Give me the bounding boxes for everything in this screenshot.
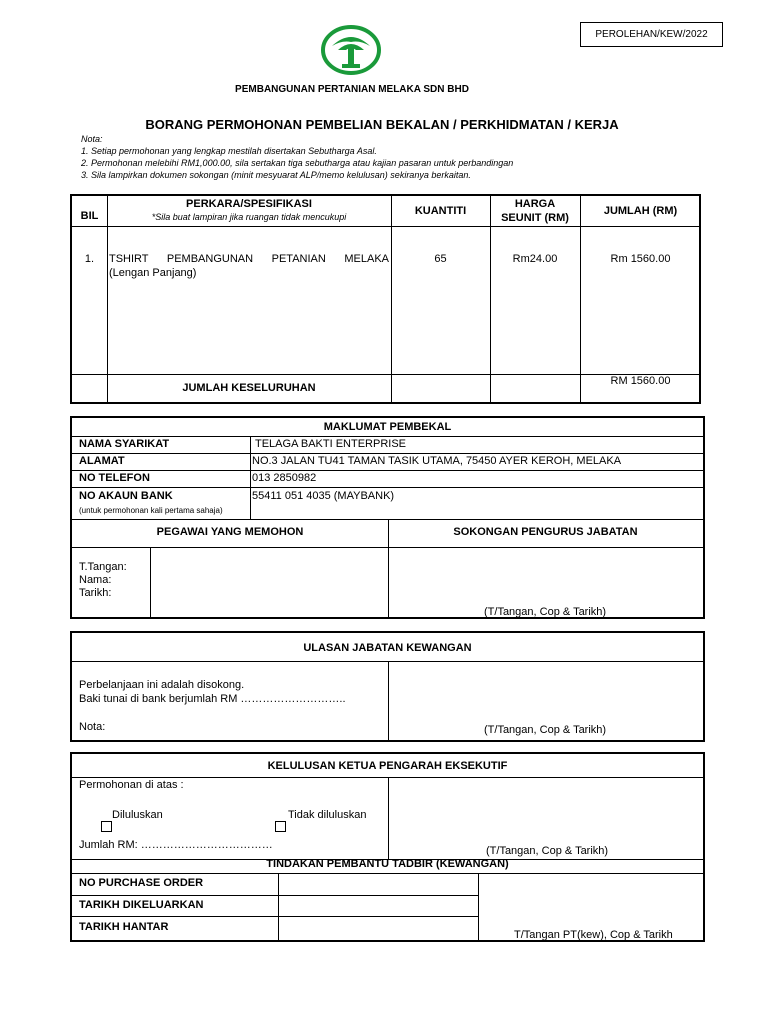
applicant-name-label: Nama: [79,574,112,586]
form-code-box [580,22,723,47]
notes [81,133,513,181]
finance-line-1: Perbelanjaan ini adalah disokong. [79,679,245,691]
supplier-name-label: NAMA SYARIKAT [79,438,170,450]
note-item: 1. Setiap permohonan yang lengkap mestilah disertakan Sebutharga Asal. [81,146,377,156]
approval-amount: Jumlah RM: ……………………………… [79,839,273,851]
supplier-address-label: ALAMAT [79,455,125,467]
row-perkara-sub: (Lengan Panjang) [109,267,197,279]
manager-sign-caption: (T/Tangan, Cop & Tarikh) [484,606,607,618]
total-value: RM 1560.00 [610,375,671,387]
approved-checkbox[interactable] [101,821,112,832]
row-perkara: TSHIRT PEMBANGUNAN PETANIAN MELAKA [109,253,389,265]
approval-title: KELULUSAN KETUA PENGARAH EKSEKUTIF [267,760,508,772]
approval-intro: Permohonan di atas : [79,779,184,791]
applicant-sign-label: T.Tangan: [79,561,127,573]
row-bil: 1. [84,253,95,265]
supplier-bank-note: (untuk permohonan kali pertama sahaja) [79,506,223,515]
supplier-section [70,416,705,619]
supplier-bank-label: NO AKAUN BANK [79,490,173,502]
header-perkara-note: *Sila buat lampiran jika ruangan tidak mencukupi [151,212,347,222]
supplier-title: MAKLUMAT PEMBEKAL [323,421,452,433]
applicant-title: PEGAWAI YANG MEMOHON [156,526,304,538]
finance-note: Nota: [79,721,106,733]
row-kuantiti: 65 [434,253,447,265]
company-logo-icon [320,24,382,76]
manager-support-title: SOKONGAN PENGURUS JABATAN [453,526,638,538]
note-item: 2. Permohonan melebihi RM1,000.00, sila sertakan tiga sebutharga atau kajian pasaran untuk perbandingan [81,158,514,168]
approval-sign-caption: (T/Tangan, Cop & Tarikh) [486,845,609,857]
finance-title: ULASAN JABATAN KEWANGAN [303,642,472,654]
header-harga-seunit: SEUNIT (RM) [501,212,569,224]
supplier-bank-value: 55411 051 4035 (MAYBANK) [252,490,395,502]
admin-title: TINDAKAN PEMBANTU TADBIR (KEWANGAN) [266,858,509,870]
approval-section [70,752,705,942]
notes-label: Nota: [81,134,103,144]
supplier-address-value: NO.3 JALAN TU41 TAMAN TASIK UTAMA, 75450 AYER KEROH, MELAKA [252,455,622,467]
header-bil: BIL [80,210,99,222]
company-name: PEMBANGUNAN PERTANIAN MELAKA SDN BHD [235,84,469,95]
supplier-phone-value: 013 2850982 [252,472,317,484]
header-jumlah: JUMLAH (RM) [603,205,678,217]
finance-section [70,631,705,742]
admin-send-date-label: TARIKH HANTAR [79,921,169,933]
form-code: PEROLEHAN/KEW/2022 [595,29,708,40]
admin-issue-date-label: TARIKH DIKELUARKAN [79,899,204,911]
finance-sign-caption: (T/Tangan, Cop & Tarikh) [484,724,607,736]
admin-po-label: NO PURCHASE ORDER [79,877,204,889]
header-perkara: PERKARA/SPESIFIKASI [186,198,312,210]
supplier-name-value: TELAGA BAKTI ENTERPRISE [255,438,406,450]
applicant-date-label: Tarikh: [79,587,112,599]
rejected-label: Tidak diluluskan [288,809,367,821]
note-item: 3. Sila lampirkan dokumen sokongan (minit mesyuarat ALP/memo kelulusan) sekiranya berkaitan. [81,170,471,180]
header-kuantiti: KUANTITI [414,205,467,217]
admin-sign-caption: T/Tangan PT(kew), Cop & Tarikh [514,929,673,941]
form-title: BORANG PERMOHONAN PEMBELIAN BEKALAN / PERKHIDMATAN / KERJA [145,117,619,132]
rejected-checkbox[interactable] [275,821,286,832]
items-table [70,194,701,404]
supplier-phone-label: NO TELEFON [79,472,150,484]
header-harga: HARGA [514,198,556,210]
row-jumlah: Rm 1560.00 [610,253,671,265]
finance-line-2: Baki tunai di bank berjumlah RM ……………………….. [79,693,346,705]
approved-label: Diluluskan [112,809,163,821]
row-harga: Rm24.00 [512,253,558,265]
total-label: JUMLAH KESELURUHAN [182,382,316,394]
